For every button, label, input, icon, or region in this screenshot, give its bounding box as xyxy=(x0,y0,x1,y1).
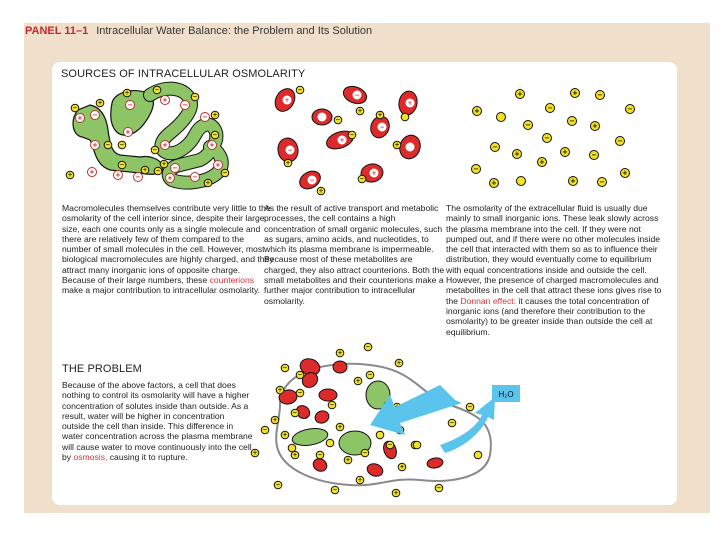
svg-text:−: − xyxy=(172,164,178,173)
negative-ion-icon xyxy=(191,93,199,101)
svg-text:−: − xyxy=(92,111,98,120)
svg-text:−: − xyxy=(152,147,158,154)
osmosis-term: osmosis, xyxy=(73,452,108,463)
positive-ion-icon xyxy=(561,148,570,157)
problem-text-end: causing it to rupture. xyxy=(107,452,188,463)
svg-text:−: − xyxy=(202,113,208,122)
counterions-term: counterions xyxy=(209,275,255,286)
positive-ion-icon xyxy=(513,150,522,159)
panel-title xyxy=(25,25,372,37)
positive-ion-icon xyxy=(271,416,279,424)
svg-text:−: − xyxy=(119,162,125,169)
metabolite-charge-icon xyxy=(308,176,316,184)
positive-ion-icon xyxy=(123,89,131,97)
svg-text:−: − xyxy=(155,168,161,175)
svg-text:−: − xyxy=(297,390,303,397)
neutral-molecule-icon xyxy=(474,451,482,459)
negative-ion-icon xyxy=(590,151,599,160)
panel-title-text: Intracellular Water Balance: the Problem and Its Solution xyxy=(96,25,373,37)
svg-text:−: − xyxy=(627,105,633,114)
svg-text:+: + xyxy=(570,177,576,186)
negative-ion-icon xyxy=(71,104,79,112)
negative-ion-icon xyxy=(118,141,126,149)
svg-text:+: + xyxy=(284,96,290,104)
negative-ion-icon xyxy=(316,451,324,459)
positive-ion-icon xyxy=(251,449,259,457)
svg-text:+: + xyxy=(318,188,324,195)
svg-text:−: − xyxy=(379,123,385,131)
problem-text: Because of the above factors, a cell that does nothing to control its osmolarity will have a higher concentration of solutes inside than outside. As a result, water will be higher in concentration outside the cell than inside. This difference in water concentration across the plasma membrane will cause water to move continuously into the cell by xyxy=(62,380,253,463)
svg-text:−: − xyxy=(127,101,133,110)
positive-ion-icon xyxy=(291,451,299,459)
svg-text:−: − xyxy=(222,170,228,177)
svg-text:+: + xyxy=(167,174,173,183)
metabolite-charge-icon xyxy=(318,113,326,121)
metabolite-charge-icon xyxy=(370,169,378,177)
svg-text:+: + xyxy=(399,464,405,471)
positive-ion-icon xyxy=(344,456,352,464)
svg-text:−: − xyxy=(329,402,335,409)
svg-text:+: + xyxy=(474,107,480,116)
macromolecule-illustration xyxy=(50,75,270,195)
positive-ion-icon xyxy=(621,169,630,178)
svg-text:+: + xyxy=(339,136,345,144)
fixed-negative-charge-icon xyxy=(171,164,180,173)
svg-text:+: + xyxy=(491,179,497,188)
svg-text:+: + xyxy=(407,99,413,107)
fixed-positive-charge-icon xyxy=(161,96,170,105)
positive-ion-icon xyxy=(591,122,600,131)
macromolecule-text: Macromolecules themselves contribute very little to the osmolarity of the cell interior since, despite their large size, each one counts only as a single molecule and there are relatively few of them compared to the number of small molecules in the cell. However, most biological macromolecules are highly charged, and they attract many inorganic ions of opposite charge. Because of their large numbers, these xyxy=(62,203,274,286)
positive-ion-icon xyxy=(66,171,74,179)
svg-text:+: + xyxy=(212,112,218,119)
svg-text:+: + xyxy=(205,180,211,187)
svg-text:−: − xyxy=(72,105,78,112)
metabolite-charge-icon xyxy=(338,136,346,144)
svg-text:+: + xyxy=(539,158,545,167)
metabolite-charge-icon xyxy=(406,99,414,107)
positive-ion-icon xyxy=(276,386,284,394)
svg-text:−: − xyxy=(292,410,298,417)
svg-text:−: − xyxy=(154,87,160,94)
svg-text:−: − xyxy=(317,452,323,459)
neutral-molecule-icon xyxy=(497,113,506,122)
fixed-positive-charge-icon xyxy=(91,141,100,150)
positive-ion-icon xyxy=(356,476,364,484)
positive-ion-icon xyxy=(392,489,400,497)
negative-ion-icon xyxy=(348,131,356,139)
svg-text:+: + xyxy=(357,108,363,115)
negative-ion-icon xyxy=(435,484,443,492)
negative-ion-icon xyxy=(328,401,336,409)
negative-ion-icon xyxy=(616,137,625,146)
positive-ion-icon xyxy=(211,111,219,119)
negative-ion-icon xyxy=(543,134,552,143)
negative-ion-icon xyxy=(568,117,577,126)
water-label: H₂O xyxy=(498,390,514,399)
fixed-positive-charge-icon xyxy=(124,128,133,137)
inorganic-ion-illustration xyxy=(450,75,680,195)
fixed-negative-charge-icon xyxy=(91,111,100,120)
svg-text:+: + xyxy=(124,90,130,97)
svg-text:+: + xyxy=(292,452,298,459)
svg-text:−: − xyxy=(359,176,365,183)
positive-ion-icon xyxy=(516,90,525,99)
negative-ion-icon xyxy=(546,104,555,113)
inorganic-text: The osmolarity of the extracellular fluid is usually due mainly to small inorganic ions. These leak slowly across the plasma membrane into the cell. If they were not pumped out, and if there were no other molecules inside the cell that interacted with them so as to influence their distribution, they would eventually come to equilibrium with equal concentrations inside and outside the cell. However, the presence of charged macromolecules and metabolites in the cell that attract these ions gives rise to the xyxy=(446,203,662,306)
svg-text:+: + xyxy=(215,161,221,170)
svg-text:+: + xyxy=(517,90,523,99)
svg-text:−: − xyxy=(467,404,473,411)
svg-text:+: + xyxy=(272,417,278,424)
svg-text:−: − xyxy=(492,143,498,152)
negative-ion-icon xyxy=(211,131,219,139)
svg-text:−: − xyxy=(525,121,531,130)
negative-ion-icon xyxy=(524,121,533,130)
fixed-negative-charge-icon xyxy=(201,113,210,122)
svg-text:−: − xyxy=(544,134,550,143)
svg-text:−: − xyxy=(275,482,281,489)
neutral-molecule-icon xyxy=(288,444,296,452)
fixed-positive-charge-icon xyxy=(214,161,223,170)
svg-text:−: − xyxy=(287,146,293,154)
negative-ion-icon xyxy=(154,167,162,175)
neutral-molecule-icon xyxy=(326,439,334,447)
positive-ion-icon xyxy=(336,349,344,357)
svg-text:−: − xyxy=(297,87,303,94)
svg-text:+: + xyxy=(115,171,121,180)
neutral-molecule-icon xyxy=(413,441,421,449)
positive-ion-icon xyxy=(141,166,149,174)
macromolecule-text-end: make a major contribution to intracellular osmolarity. xyxy=(62,285,261,296)
svg-text:+: + xyxy=(282,432,288,439)
metabolite-charge-icon xyxy=(378,123,386,131)
svg-text:−: − xyxy=(617,137,623,146)
svg-text:+: + xyxy=(142,167,148,174)
svg-text:−: − xyxy=(335,117,341,124)
fixed-negative-charge-icon xyxy=(181,101,190,110)
negative-ion-icon xyxy=(448,419,456,427)
positive-ion-icon xyxy=(473,107,482,116)
svg-text:+: + xyxy=(209,141,215,150)
metabolite-molecule xyxy=(319,389,337,401)
svg-text:+: + xyxy=(285,160,291,167)
svg-text:+: + xyxy=(67,172,73,179)
svg-text:+: + xyxy=(161,161,167,168)
svg-text:−: − xyxy=(182,101,188,110)
svg-text:+: + xyxy=(371,169,377,177)
swelling-cell-illustration xyxy=(240,345,560,505)
svg-text:+: + xyxy=(77,114,83,123)
metabolite-description xyxy=(264,203,448,306)
svg-text:−: − xyxy=(297,372,303,379)
svg-text:−: − xyxy=(367,372,373,379)
negative-ion-icon xyxy=(596,91,605,100)
svg-text:+: + xyxy=(252,450,258,457)
negative-ion-icon xyxy=(598,178,607,187)
donnan-effect-term: Donnan effect: xyxy=(460,295,517,306)
negative-ion-icon xyxy=(626,105,635,114)
positive-ion-icon xyxy=(160,160,168,168)
positive-ion-icon xyxy=(204,179,212,187)
positive-ion-icon xyxy=(538,158,547,167)
svg-text:+: + xyxy=(622,169,628,178)
negative-ion-icon xyxy=(472,165,481,174)
svg-text:+: + xyxy=(394,142,400,149)
svg-text:−: − xyxy=(569,117,575,126)
problem-heading: THE PROBLEM xyxy=(62,363,142,375)
svg-text:+: + xyxy=(337,424,343,431)
negative-ion-icon xyxy=(386,441,394,449)
svg-text:−: − xyxy=(547,104,553,113)
positive-ion-icon xyxy=(395,359,403,367)
svg-text:+: + xyxy=(345,457,351,464)
svg-text:+: + xyxy=(514,150,520,159)
svg-text:−: − xyxy=(119,142,125,149)
svg-text:−: − xyxy=(436,485,442,492)
svg-text:−: − xyxy=(309,176,315,184)
fixed-positive-charge-icon xyxy=(76,114,85,123)
svg-text:+: + xyxy=(89,168,95,177)
neutral-molecule-icon xyxy=(517,177,526,186)
negative-ion-icon xyxy=(221,169,229,177)
panel-number: PANEL 11–1 xyxy=(25,25,89,37)
svg-text:−: − xyxy=(135,173,141,182)
svg-text:+: + xyxy=(92,141,98,150)
svg-text:−: − xyxy=(282,365,288,372)
svg-text:+: + xyxy=(162,96,168,105)
negative-ion-icon xyxy=(296,371,304,379)
metabolite-charge-icon xyxy=(286,146,294,154)
svg-text:−: − xyxy=(449,420,455,427)
negative-ion-icon xyxy=(296,389,304,397)
negative-ion-icon xyxy=(491,143,500,152)
svg-text:+: + xyxy=(162,141,168,150)
fixed-positive-charge-icon xyxy=(114,171,123,180)
positive-ion-icon xyxy=(96,99,104,107)
negative-ion-icon xyxy=(104,141,112,149)
positive-ion-icon xyxy=(569,177,578,186)
negative-ion-icon xyxy=(274,481,282,489)
svg-text:+: + xyxy=(592,122,598,131)
fixed-negative-charge-icon xyxy=(134,173,143,182)
fixed-positive-charge-icon xyxy=(166,174,175,183)
svg-text:−: − xyxy=(387,442,393,449)
fixed-positive-charge-icon xyxy=(208,141,217,150)
negative-ion-icon xyxy=(153,86,161,94)
fixed-negative-charge-icon xyxy=(126,101,135,110)
fixed-positive-charge-icon xyxy=(88,168,97,177)
positive-ion-icon xyxy=(281,431,289,439)
metabolite-illustration xyxy=(260,75,460,195)
problem-description xyxy=(62,380,254,462)
negative-ion-icon xyxy=(466,403,474,411)
positive-ion-icon xyxy=(490,179,499,188)
svg-text:+: + xyxy=(277,387,283,394)
positive-ion-icon xyxy=(571,89,580,98)
svg-text:+: + xyxy=(97,100,103,107)
svg-text:−: − xyxy=(354,91,360,99)
svg-text:−: − xyxy=(262,427,268,434)
svg-text:+: + xyxy=(125,128,131,137)
svg-text:−: − xyxy=(597,91,603,100)
svg-text:−: − xyxy=(212,132,218,139)
svg-text:−: − xyxy=(192,173,198,182)
svg-text:−: − xyxy=(105,142,111,149)
svg-text:+: + xyxy=(355,378,361,385)
svg-text:−: − xyxy=(591,151,597,160)
negative-ion-icon xyxy=(296,86,304,94)
svg-text:−: − xyxy=(362,450,368,457)
sources-heading: SOURCES OF INTRACELLULAR OSMOLARITY xyxy=(61,68,306,80)
positive-ion-icon xyxy=(317,187,325,195)
fixed-positive-charge-icon xyxy=(161,141,170,150)
positive-ion-icon xyxy=(336,423,344,431)
svg-text:+: + xyxy=(377,112,383,119)
fixed-negative-charge-icon xyxy=(191,173,200,182)
positive-ion-icon xyxy=(398,463,406,471)
svg-text:+: + xyxy=(337,350,343,357)
negative-ion-icon xyxy=(334,116,342,124)
svg-text:+: + xyxy=(357,477,363,484)
metabolite-charge-icon xyxy=(283,96,291,104)
svg-text:+: + xyxy=(393,490,399,497)
inorganic-text-end: it causes the total concentration of inorganic ions (and therefore their contribution to the osmolarity) to be greater inside than outside the cell at equilibrium. xyxy=(446,295,653,337)
svg-text:+: + xyxy=(396,360,402,367)
svg-text:−: − xyxy=(349,132,355,139)
negative-ion-icon xyxy=(331,486,339,494)
inorganic-ion-description xyxy=(446,203,668,337)
metabolite-charge-icon xyxy=(406,143,414,151)
svg-text:−: − xyxy=(365,344,371,351)
svg-text:−: − xyxy=(473,165,479,174)
metabolite-charge-icon xyxy=(353,91,361,99)
negative-ion-icon xyxy=(291,409,299,417)
neutral-molecule-icon xyxy=(376,431,384,439)
negative-ion-icon xyxy=(358,175,366,183)
svg-text:+: + xyxy=(562,148,568,157)
neutral-molecule-icon xyxy=(401,113,409,121)
negative-ion-icon xyxy=(261,426,269,434)
positive-ion-icon xyxy=(354,377,362,385)
negative-ion-icon xyxy=(151,146,159,154)
negative-ion-icon xyxy=(364,343,372,351)
metabolite-text: As the result of active transport and metabolic processes, the cell contains a high concentration of small organic molecules, such as sugars, amino acids, and nucleotides, to which its plasma membrane is impermeable. Because most of these metabolites are charged, they also attract counterions. Both the small metabolites and their counterions make a further major contribution to intracellular osmolarity. xyxy=(264,203,445,306)
positive-ion-icon xyxy=(284,159,292,167)
svg-text:−: − xyxy=(599,178,605,187)
negative-ion-icon xyxy=(281,364,289,372)
negative-ion-icon xyxy=(118,161,126,169)
negative-ion-icon xyxy=(361,449,369,457)
svg-text:−: − xyxy=(192,94,198,101)
negative-ion-icon xyxy=(366,371,374,379)
macromolecule-description xyxy=(62,203,274,296)
svg-text:+: + xyxy=(572,89,578,98)
positive-ion-icon xyxy=(356,107,364,115)
metabolite-molecule xyxy=(333,361,347,373)
positive-ion-icon xyxy=(393,141,401,149)
positive-ion-icon xyxy=(376,111,384,119)
svg-text:−: − xyxy=(332,487,338,494)
